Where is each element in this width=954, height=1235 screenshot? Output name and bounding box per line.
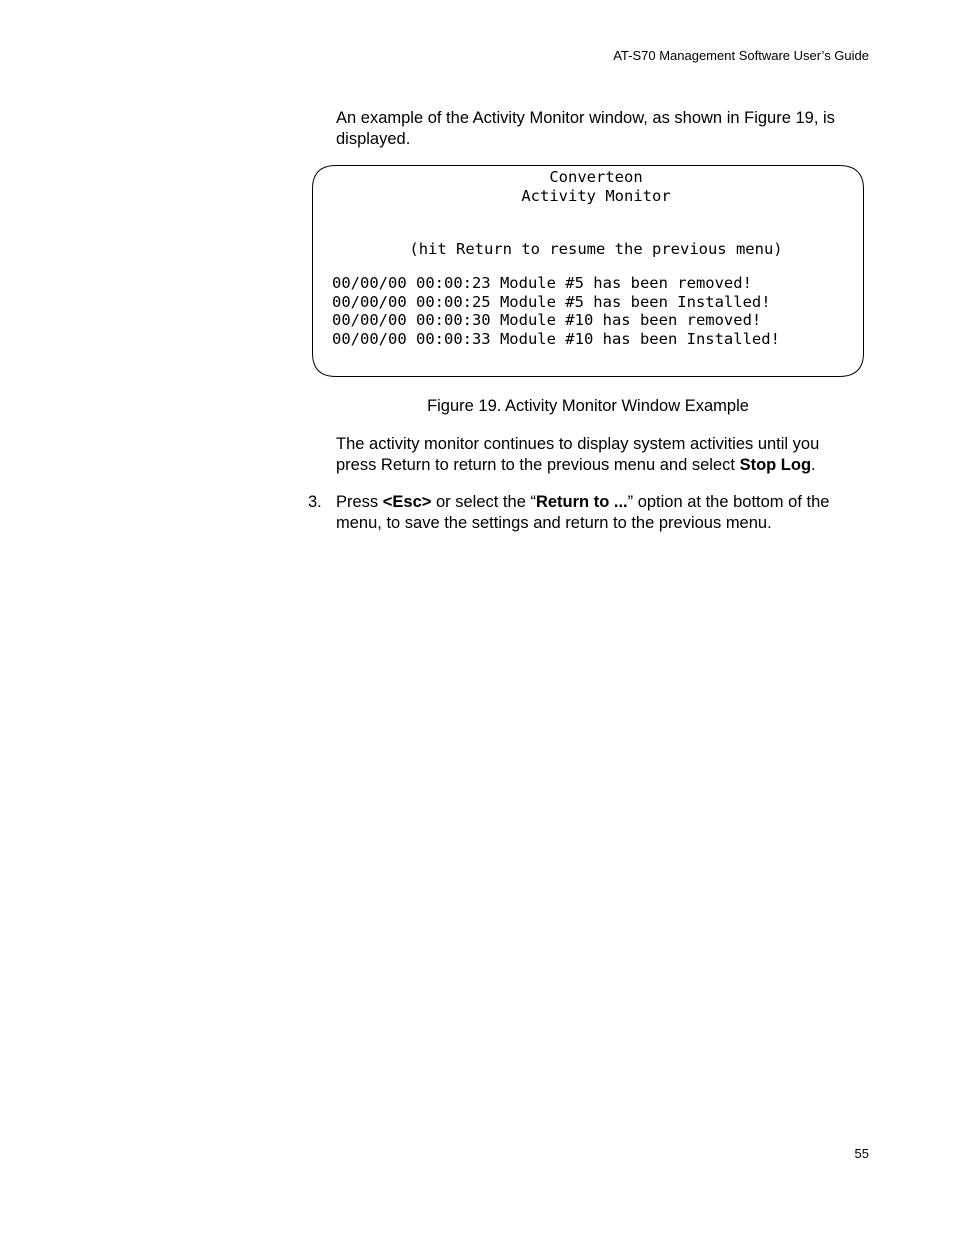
- stop-log-term: Stop Log: [739, 456, 812, 474]
- step-text-3: ” option at the bottom of the menu, to save the settings and return to the previous menu.: [336, 493, 830, 532]
- screen-subtitle: Activity Monitor: [521, 187, 671, 205]
- step-text-1: Press: [336, 493, 383, 511]
- esc-key: <Esc>: [382, 493, 432, 511]
- step-text-2: or select the “: [431, 493, 536, 511]
- step-text: [336, 492, 863, 534]
- log-entry: 00/00/00 00:00:30 Module #10 has been removed!: [332, 311, 762, 330]
- page-number: 55: [854, 1146, 869, 1161]
- activity-monitor-screen: [312, 165, 864, 377]
- step-number: 3.: [308, 493, 322, 511]
- intro-paragraph: An example of the Activity Monitor window, as shown in Figure 19, is displayed.: [336, 109, 835, 148]
- log-entry: 00/00/00 00:00:25 Module #5 has been Installed!: [332, 292, 771, 311]
- screen-title: Converteon: [549, 168, 643, 186]
- log-entry: 00/00/00 00:00:33 Module #10 has been Installed!: [332, 330, 780, 349]
- activity-text: The activity monitor continues to display system activities until you press Return to return to the previous menu and select: [336, 435, 820, 474]
- activity-log: [332, 274, 780, 349]
- log-entry: 00/00/00 00:00:23 Module #5 has been removed!: [332, 274, 752, 292]
- screen-hint: (hit Return to resume the previous menu): [409, 240, 783, 258]
- figure-caption: Figure 19. Activity Monitor Window Example: [427, 397, 749, 415]
- running-header: AT-S70 Management Software User’s Guide: [613, 48, 869, 63]
- activity-end: .: [811, 456, 816, 474]
- activity-paragraph: [336, 434, 861, 476]
- return-option: Return to ...: [535, 493, 628, 511]
